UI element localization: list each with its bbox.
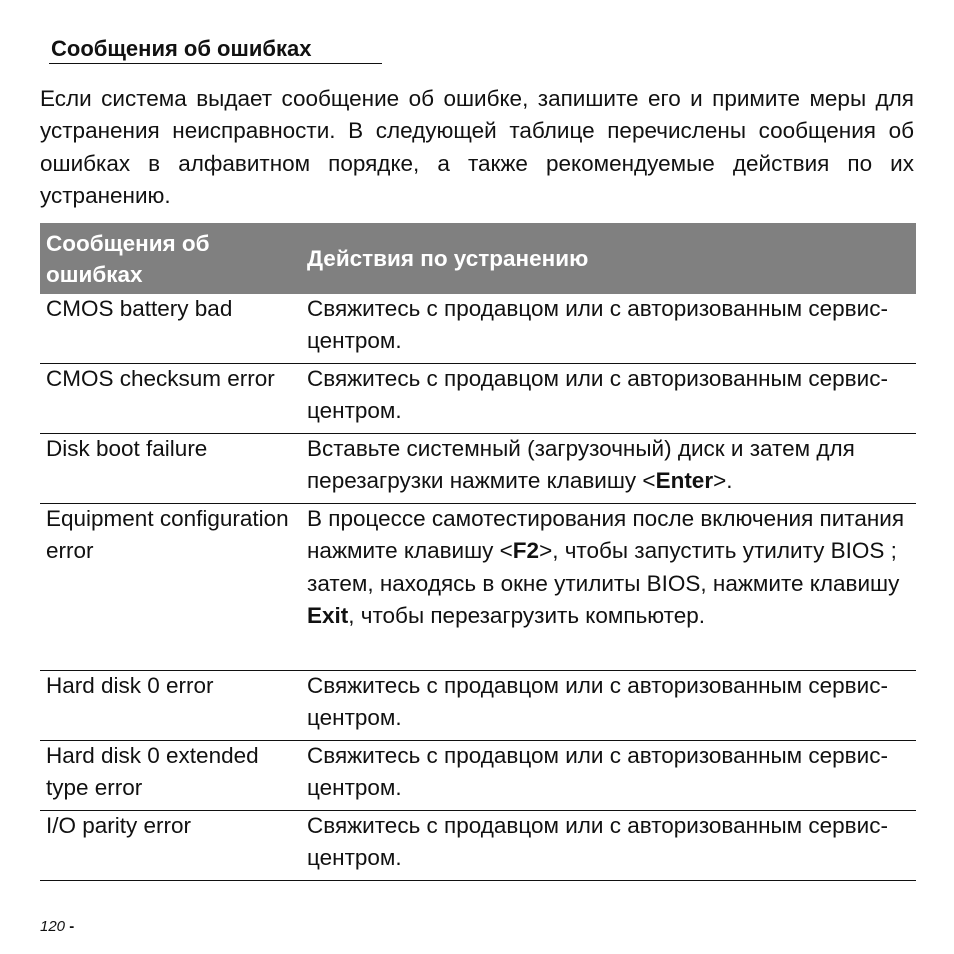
key-f2: F2 [512, 538, 540, 564]
action-cell [301, 504, 916, 671]
action-cell [301, 294, 916, 364]
error-message: Hard disk 0 extended type error [46, 743, 259, 801]
action-cell [301, 671, 916, 741]
error-message: Equipment configuration error [46, 506, 289, 564]
action-cell [301, 741, 916, 811]
action-text-part: >. [713, 468, 733, 494]
table-row [40, 504, 916, 671]
error-message-cell [40, 811, 301, 881]
action-text [307, 433, 910, 498]
table-row [40, 294, 916, 364]
table-row [40, 434, 916, 504]
action-text-part: Свяжитесь с продавцом или с авторизованным сервис-центром. [307, 366, 888, 424]
error-messages-table [40, 223, 916, 881]
page-footer [40, 918, 74, 936]
action-cell [301, 811, 916, 881]
action-text-part: Свяжитесь с продавцом или с авторизованным сервис-центром. [307, 673, 888, 731]
error-message-cell [40, 294, 301, 364]
section-title-underline [49, 63, 382, 64]
error-message-cell [40, 364, 301, 434]
key-exit: Exit [307, 602, 349, 628]
action-text [307, 503, 910, 632]
table-row [40, 811, 916, 881]
action-text [307, 670, 910, 735]
action-text-part: Свяжитесь с продавцом или с авторизованным сервис-центром. [307, 743, 888, 801]
action-text-part: >, чтобы запустить утилиту BIOS ; затем, находясь в окне утилиты BIOS, нажмите клавишу [307, 538, 900, 596]
action-text-part: Свяжитесь с продавцом или с авторизованным сервис-центром. [307, 296, 888, 354]
error-message-cell [40, 671, 301, 741]
header-error-messages: Сообщения об ошибках [40, 223, 301, 294]
table-row [40, 364, 916, 434]
action-cell [301, 364, 916, 434]
error-message: I/O parity error [46, 813, 192, 838]
header-actions: Действия по устранению [301, 223, 916, 294]
action-text-part: , чтобы перезагрузить компьютер. [348, 602, 706, 628]
intro-paragraph: Если система выдает сообщение об ошибке, запишите его и примите меры для устранения неисправности. В следующей таблице перечислены сообщения об ошибках в алфавитном порядке, а также рекомендуемые действия по их устранению. [40, 86, 914, 208]
action-text [307, 293, 910, 358]
table-row [40, 741, 916, 811]
action-text-part: Вставьте системный (загрузочный) диск и затем для перезагрузки нажмите клавишу < [307, 436, 855, 494]
error-message-cell [40, 434, 301, 504]
action-text-part: В процессе самотестирования после включения питания нажмите клавишу < [307, 506, 905, 564]
section-title: Сообщения об ошибках [51, 36, 312, 61]
table-header-row [40, 223, 916, 294]
action-cell [301, 434, 916, 504]
action-text [307, 740, 910, 805]
error-message: CMOS checksum error [46, 366, 275, 391]
error-message-cell [40, 741, 301, 811]
table-row [40, 671, 916, 741]
error-message: Hard disk 0 error [46, 673, 214, 698]
error-message: Disk boot failure [46, 436, 208, 461]
page-number: 120 [40, 918, 66, 935]
action-text [307, 363, 910, 428]
action-text [307, 810, 910, 875]
error-message-cell [40, 504, 301, 671]
page-number-separator: - [69, 918, 75, 935]
key-enter: Enter [655, 468, 714, 494]
action-text-part: Свяжитесь с продавцом или с авторизованным сервис-центром. [307, 813, 888, 871]
error-message: CMOS battery bad [46, 296, 233, 321]
